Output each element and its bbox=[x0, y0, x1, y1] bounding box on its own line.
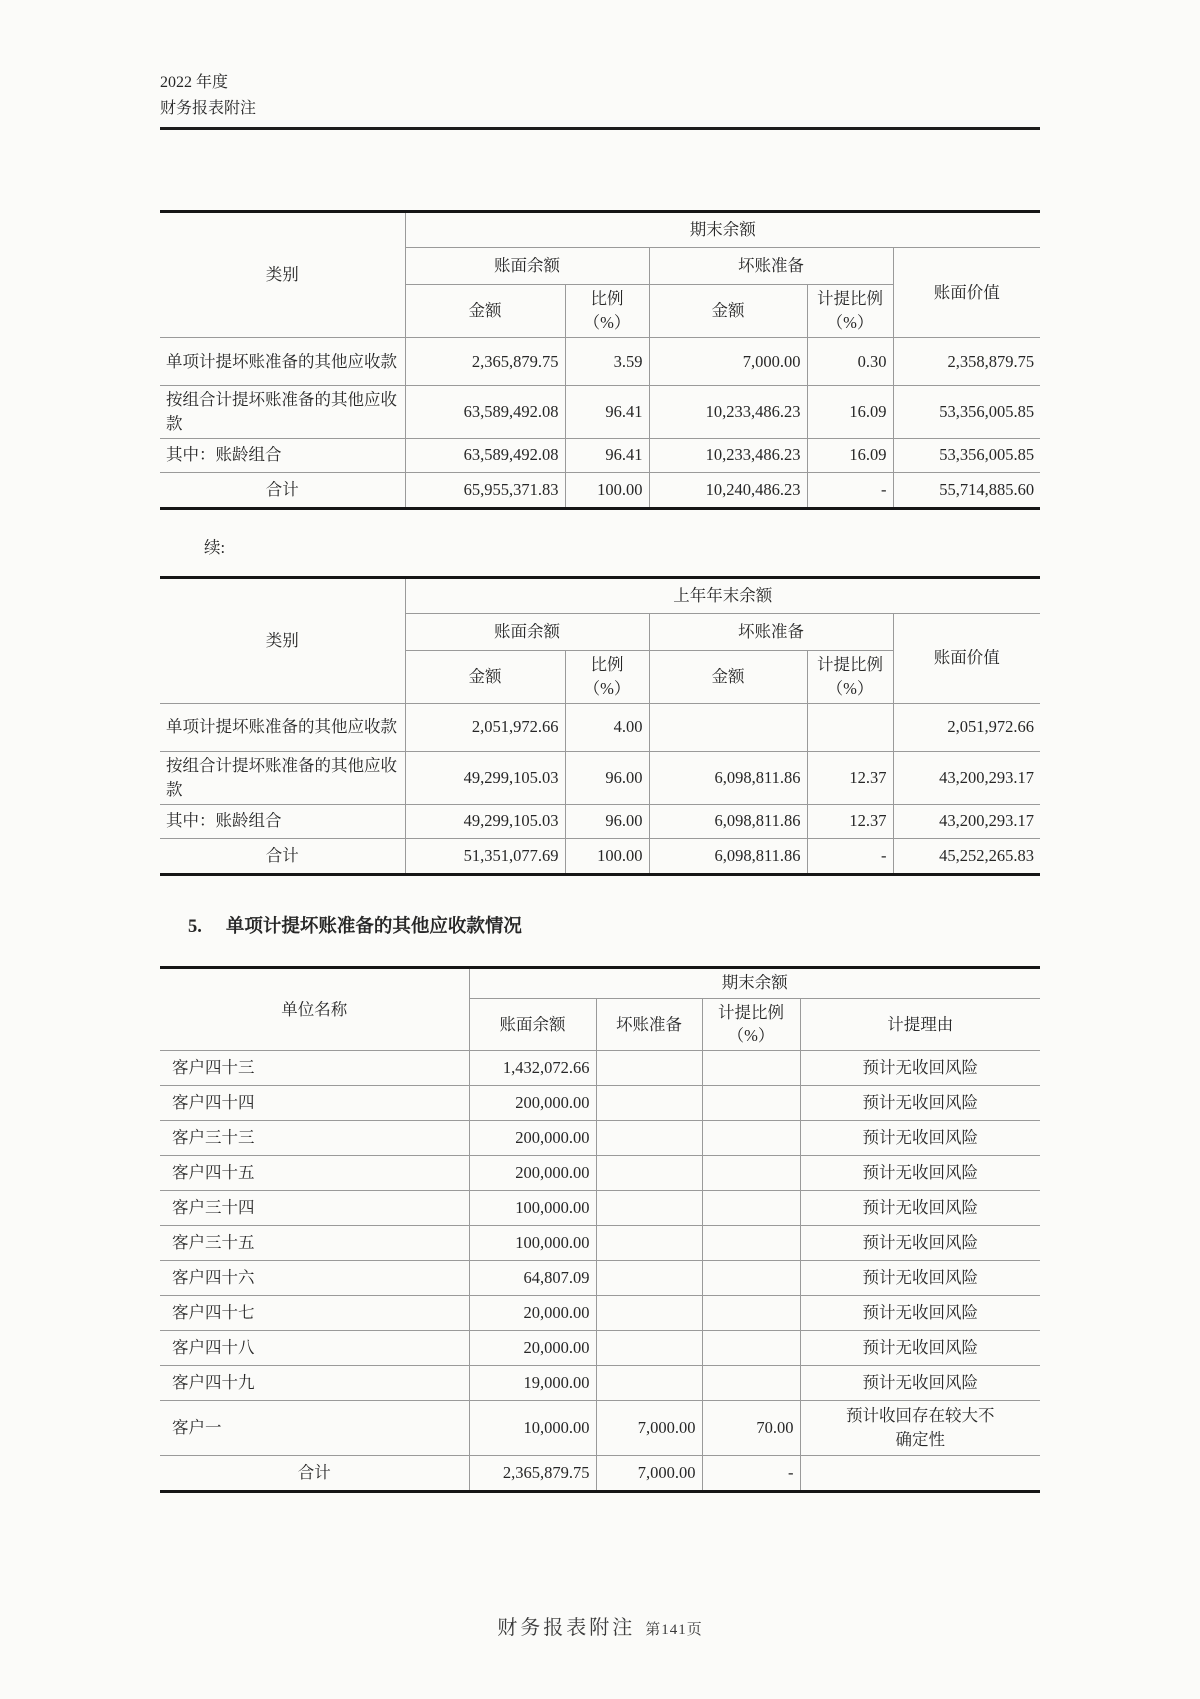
header-provision-ratio-line1: 计提比例 bbox=[817, 289, 883, 309]
table-row bbox=[160, 1156, 1040, 1191]
cell-book-value: 53,356,005.85 bbox=[893, 438, 1040, 472]
cell-ratio: 96.41 bbox=[565, 386, 649, 439]
cell-book-value: 2,051,972.66 bbox=[893, 703, 1040, 751]
header-unit-name: 单位名称 bbox=[160, 967, 469, 1051]
cell-unit-name: 客户四十八 bbox=[160, 1331, 469, 1366]
cell-provision-ratio: 12.37 bbox=[807, 751, 893, 804]
cell-book-value: 45,252,265.83 bbox=[893, 838, 1040, 874]
cell-bad-debt-provision bbox=[596, 1191, 702, 1226]
table-row bbox=[160, 751, 1040, 804]
header-provision-ratio-line2: （%） bbox=[826, 313, 874, 333]
cell-bad-debt-provision bbox=[596, 1051, 702, 1086]
cell-ratio: 96.00 bbox=[565, 751, 649, 804]
cell-provision-ratio bbox=[702, 1086, 800, 1121]
cell-book-balance: 200,000.00 bbox=[469, 1156, 596, 1191]
cell-book-balance: 20,000.00 bbox=[469, 1296, 596, 1331]
header-book-value: 账面价值 bbox=[893, 248, 1040, 338]
cell-amount: 2,051,972.66 bbox=[405, 703, 565, 751]
cell-provision-reason bbox=[800, 1456, 1040, 1492]
header-provision-ratio-line2: （%） bbox=[727, 1026, 775, 1046]
cell-bad-debt-provision bbox=[596, 1121, 702, 1156]
cell-book-balance: 200,000.00 bbox=[469, 1121, 596, 1156]
header-ratio-line1: 比例 bbox=[590, 654, 624, 674]
section-heading bbox=[188, 912, 1040, 938]
cell-category: 合计 bbox=[160, 472, 405, 508]
closing-balance-table bbox=[160, 210, 1040, 510]
cell-book-balance: 10,000.00 bbox=[469, 1401, 596, 1456]
table-total-row bbox=[160, 472, 1040, 508]
cell-provision-ratio: 16.09 bbox=[807, 438, 893, 472]
header-bad-debt-provision: 坏账准备 bbox=[596, 998, 702, 1051]
table-row bbox=[160, 338, 1040, 386]
header-rule bbox=[160, 127, 1040, 130]
doc-header bbox=[160, 0, 1040, 130]
cell-provision-reason: 预计无收回风险 bbox=[800, 1191, 1040, 1226]
header-category: 类别 bbox=[160, 212, 405, 338]
cell-provision-ratio bbox=[702, 1261, 800, 1296]
footer-page-number: 第141页 bbox=[645, 1622, 703, 1639]
cell-book-balance: 1,432,072.66 bbox=[469, 1051, 596, 1086]
cell-unit-name: 客户四十七 bbox=[160, 1296, 469, 1331]
cell-provision-reason: 预计无收回风险 bbox=[800, 1121, 1040, 1156]
header-provision-amount: 金额 bbox=[649, 650, 807, 703]
cell-bad-debt-provision bbox=[596, 1296, 702, 1331]
cell-bad-debt-provision bbox=[596, 1226, 702, 1261]
table-row bbox=[160, 1331, 1040, 1366]
cell-provision-ratio bbox=[807, 703, 893, 751]
header-book-balance: 账面余额 bbox=[469, 998, 596, 1051]
header-bad-debt-provision: 坏账准备 bbox=[649, 248, 893, 285]
cell-provision-ratio bbox=[702, 1121, 800, 1156]
header-provision-ratio-line1: 计提比例 bbox=[718, 1002, 784, 1022]
cell-amount: 2,365,879.75 bbox=[405, 338, 565, 386]
cell-provision-ratio: - bbox=[702, 1456, 800, 1492]
header-provision-ratio bbox=[807, 285, 893, 338]
cell-amount: 63,589,492.08 bbox=[405, 386, 565, 439]
cell-provision-ratio bbox=[702, 1366, 800, 1401]
cell-bad-debt-provision bbox=[596, 1156, 702, 1191]
table-row bbox=[160, 1401, 1040, 1456]
cell-provision-ratio bbox=[702, 1156, 800, 1191]
doc-header-title: 财务报表附注 bbox=[160, 99, 257, 117]
header-book-value: 账面价值 bbox=[893, 613, 1040, 703]
cell-book-balance: 100,000.00 bbox=[469, 1191, 596, 1226]
cell-bad-debt-provision bbox=[596, 1366, 702, 1401]
cell-provision-amount: 7,000.00 bbox=[649, 338, 807, 386]
table-total-row bbox=[160, 838, 1040, 874]
header-provision-ratio bbox=[807, 650, 893, 703]
cell-provision-ratio: 16.09 bbox=[807, 386, 893, 439]
cell-book-value: 2,358,879.75 bbox=[893, 338, 1040, 386]
header-book-balance: 账面余额 bbox=[405, 248, 649, 285]
table-row bbox=[160, 1191, 1040, 1226]
table-row bbox=[160, 386, 1040, 439]
header-ratio bbox=[565, 650, 649, 703]
cell-amount: 63,589,492.08 bbox=[405, 438, 565, 472]
table-row bbox=[160, 1051, 1040, 1086]
cell-provision-ratio: 0.30 bbox=[807, 338, 893, 386]
cell-book-balance: 2,365,879.75 bbox=[469, 1456, 596, 1492]
cell-book-balance: 19,000.00 bbox=[469, 1366, 596, 1401]
cell-category: 合计 bbox=[160, 838, 405, 874]
section-title: 单项计提坏账准备的其他应收款情况 bbox=[225, 916, 522, 937]
cell-book-value: 55,714,885.60 bbox=[893, 472, 1040, 508]
cell-ratio: 4.00 bbox=[565, 703, 649, 751]
header-category: 类别 bbox=[160, 577, 405, 703]
cell-category: 其中：账龄组合 bbox=[160, 438, 405, 472]
table-row bbox=[160, 804, 1040, 838]
header-ratio-line2: （%） bbox=[583, 678, 631, 698]
header-provision-ratio-line2: （%） bbox=[826, 678, 874, 698]
cell-unit-name: 客户一 bbox=[160, 1401, 469, 1456]
header-bad-debt-provision: 坏账准备 bbox=[649, 613, 893, 650]
cell-book-value: 43,200,293.17 bbox=[893, 751, 1040, 804]
header-ratio-line1: 比例 bbox=[590, 289, 624, 309]
cell-bad-debt-provision bbox=[596, 1331, 702, 1366]
cell-unit-name: 客户四十四 bbox=[160, 1086, 469, 1121]
table-row bbox=[160, 1296, 1040, 1331]
table-row bbox=[160, 1086, 1040, 1121]
table-total-row bbox=[160, 1456, 1040, 1492]
cell-provision-reason: 预计无收回风险 bbox=[800, 1051, 1040, 1086]
cell-amount: 51,351,077.69 bbox=[405, 838, 565, 874]
header-period: 期末余额 bbox=[405, 212, 1040, 248]
cell-provision-ratio: - bbox=[807, 838, 893, 874]
table-row bbox=[160, 1261, 1040, 1296]
cell-book-value: 43,200,293.17 bbox=[893, 804, 1040, 838]
cell-provision-ratio: 12.37 bbox=[807, 804, 893, 838]
header-provision-ratio bbox=[702, 998, 800, 1051]
cell-provision-amount: 10,233,486.23 bbox=[649, 438, 807, 472]
table-row bbox=[160, 1226, 1040, 1261]
cell-bad-debt-provision bbox=[596, 1086, 702, 1121]
cell-provision-reason: 预计无收回风险 bbox=[800, 1366, 1040, 1401]
cell-unit-name: 客户三十四 bbox=[160, 1191, 469, 1226]
cell-provision-ratio bbox=[702, 1226, 800, 1261]
cell-amount: 49,299,105.03 bbox=[405, 751, 565, 804]
table-row bbox=[160, 1366, 1040, 1401]
table-row bbox=[160, 438, 1040, 472]
cell-book-balance: 100,000.00 bbox=[469, 1226, 596, 1261]
cell-provision-ratio: - bbox=[807, 472, 893, 508]
footer-doc-label: 财务报表附注 bbox=[497, 1617, 636, 1640]
cell-ratio: 96.00 bbox=[565, 804, 649, 838]
table-row bbox=[160, 703, 1040, 751]
cell-provision-amount bbox=[649, 703, 807, 751]
header-amount: 金额 bbox=[405, 650, 565, 703]
cell-category: 单项计提坏账准备的其他应收款 bbox=[160, 338, 405, 386]
cell-category: 其中：账龄组合 bbox=[160, 804, 405, 838]
individual-provision-table bbox=[160, 966, 1040, 1494]
cell-provision-reason: 预计无收回风险 bbox=[800, 1156, 1040, 1191]
cell-unit-name: 客户四十五 bbox=[160, 1156, 469, 1191]
continuation-label: 续: bbox=[204, 537, 226, 557]
header-provision-reason: 计提理由 bbox=[800, 998, 1040, 1051]
doc-footer bbox=[160, 1611, 1040, 1640]
section-number: 5. bbox=[188, 916, 202, 937]
cell-book-value: 53,356,005.85 bbox=[893, 386, 1040, 439]
cell-provision-amount: 10,240,486.23 bbox=[649, 472, 807, 508]
page-content bbox=[160, 0, 1040, 1640]
cell-provision-amount: 6,098,811.86 bbox=[649, 751, 807, 804]
cell-provision-reason: 预计收回存在较大不确定性 bbox=[800, 1401, 1040, 1456]
cell-book-balance: 200,000.00 bbox=[469, 1086, 596, 1121]
cell-unit-name: 客户三十三 bbox=[160, 1121, 469, 1156]
cell-ratio: 100.00 bbox=[565, 838, 649, 874]
cell-provision-reason: 预计无收回风险 bbox=[800, 1296, 1040, 1331]
cell-unit-name: 客户四十三 bbox=[160, 1051, 469, 1086]
cell-provision-amount: 6,098,811.86 bbox=[649, 838, 807, 874]
cell-provision-ratio bbox=[702, 1191, 800, 1226]
header-amount: 金额 bbox=[405, 285, 565, 338]
doc-header-year: 2022 年度 bbox=[160, 74, 229, 91]
header-provision-amount: 金额 bbox=[649, 285, 807, 338]
cell-provision-amount: 6,098,811.86 bbox=[649, 804, 807, 838]
cell-provision-reason: 预计无收回风险 bbox=[800, 1331, 1040, 1366]
prior-year-balance-table bbox=[160, 576, 1040, 876]
cell-unit-name: 合计 bbox=[160, 1456, 469, 1492]
cell-provision-reason: 预计无收回风险 bbox=[800, 1226, 1040, 1261]
cell-book-balance: 64,807.09 bbox=[469, 1261, 596, 1296]
cell-bad-debt-provision: 7,000.00 bbox=[596, 1456, 702, 1492]
header-book-balance: 账面余额 bbox=[405, 613, 649, 650]
header-period: 上年年末余额 bbox=[405, 577, 1040, 613]
cell-category: 按组合计提坏账准备的其他应收款 bbox=[160, 386, 405, 439]
cell-provision-reason: 预计无收回风险 bbox=[800, 1261, 1040, 1296]
cell-category: 按组合计提坏账准备的其他应收款 bbox=[160, 751, 405, 804]
cell-provision-ratio bbox=[702, 1051, 800, 1086]
cell-amount: 49,299,105.03 bbox=[405, 804, 565, 838]
cell-amount: 65,955,371.83 bbox=[405, 472, 565, 508]
header-provision-ratio-line1: 计提比例 bbox=[817, 654, 883, 674]
header-ratio bbox=[565, 285, 649, 338]
cell-ratio: 96.41 bbox=[565, 438, 649, 472]
cell-ratio: 100.00 bbox=[565, 472, 649, 508]
cell-bad-debt-provision: 7,000.00 bbox=[596, 1401, 702, 1456]
cell-bad-debt-provision bbox=[596, 1261, 702, 1296]
cell-unit-name: 客户四十九 bbox=[160, 1366, 469, 1401]
cell-provision-ratio: 70.00 bbox=[702, 1401, 800, 1456]
cell-book-balance: 20,000.00 bbox=[469, 1331, 596, 1366]
cell-category: 单项计提坏账准备的其他应收款 bbox=[160, 703, 405, 751]
cell-unit-name: 客户三十五 bbox=[160, 1226, 469, 1261]
cell-unit-name: 客户四十六 bbox=[160, 1261, 469, 1296]
cell-provision-amount: 10,233,486.23 bbox=[649, 386, 807, 439]
header-ratio-line2: （%） bbox=[583, 313, 631, 333]
cell-provision-reason: 预计无收回风险 bbox=[800, 1086, 1040, 1121]
header-period: 期末余额 bbox=[469, 967, 1040, 998]
cell-provision-ratio bbox=[702, 1331, 800, 1366]
cell-provision-ratio bbox=[702, 1296, 800, 1331]
cell-ratio: 3.59 bbox=[565, 338, 649, 386]
table-row bbox=[160, 1121, 1040, 1156]
